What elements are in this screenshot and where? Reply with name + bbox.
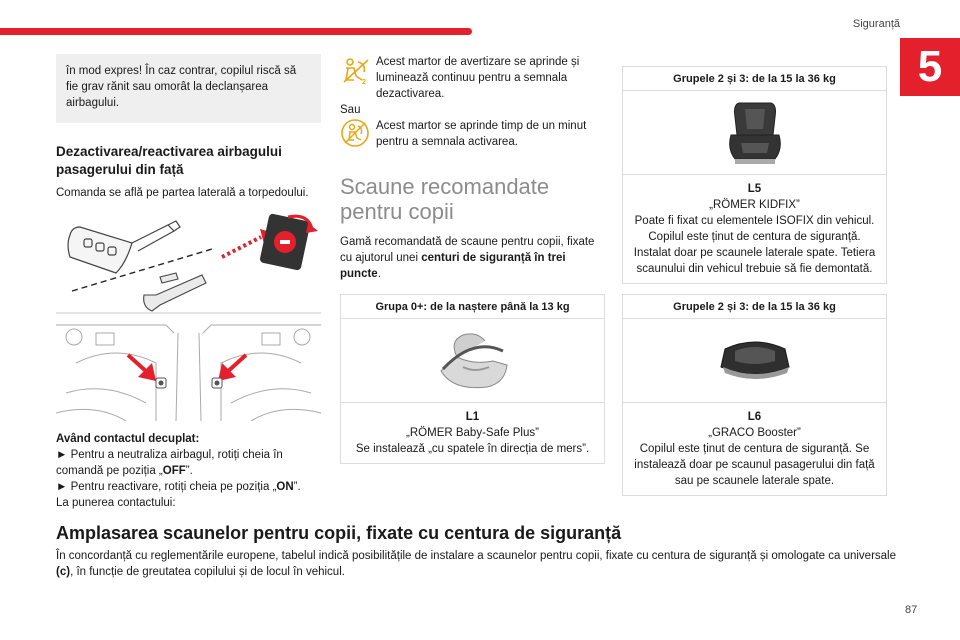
seat-placement-paragraph: În concordanță cu reglementările europene, tabelul indică posibilitățile de instalare a scaunelor pentru copii, fixate cu centura de siguranță și omologate ca universale (c), în funcție de greutatea copilului și de locul în vehicul. bbox=[56, 550, 897, 578]
seat-code: L1 bbox=[465, 411, 480, 423]
or-label: Sau bbox=[340, 104, 361, 116]
airbag-off-indicator bbox=[340, 54, 605, 102]
column-right bbox=[622, 66, 887, 496]
seat-card-header: Grupele 2 și 3: de la 15 la 36 kg bbox=[623, 67, 886, 91]
recommended-seats-intro: Gamă recomandată de scaune pentru copii, fixate cu ajutorul unei centuri de siguranță în trei puncte. bbox=[340, 236, 595, 280]
airbag-on-indicator-text: Acest martor se aprinde timp de un minut pentru a semnala activarea. bbox=[376, 120, 587, 148]
contact-off-label: Având contactul decuplat: bbox=[56, 433, 200, 445]
seat-name: „RÖMER KIDFIX” bbox=[709, 199, 800, 211]
column-left bbox=[56, 54, 321, 511]
seat-description: Se instalează „cu spatele în direcția de mers”. bbox=[355, 443, 590, 455]
seat-name: „GRACO Booster” bbox=[708, 427, 801, 439]
booster-seat-with-back-icon bbox=[725, 99, 785, 169]
seat-image-l5 bbox=[623, 91, 886, 175]
chapter-number-tab: 5 bbox=[900, 38, 960, 96]
seat-description: Copilul este ținut de centura de siguranță. Se instalează doar pe scaunul pasagerului din față sau pe scaunele laterale spate. bbox=[634, 443, 875, 487]
seat-code: L5 bbox=[747, 183, 762, 195]
seat-card-l1 bbox=[340, 294, 605, 464]
column-middle bbox=[340, 54, 605, 464]
section-name: Siguranță bbox=[852, 18, 900, 30]
header-accent-bar bbox=[0, 28, 472, 35]
airbag-key-switch-icon bbox=[56, 213, 321, 421]
seat-card-l5 bbox=[622, 66, 887, 284]
seat-placement-title: Amplasarea scaunelor pentru copii, fixate cu centura de siguranță bbox=[56, 523, 622, 543]
warning-box: în mod expres! În caz contrar, copilul riscă să fie grav rănit sau omorât la declanșarea airbagului. bbox=[56, 54, 321, 123]
seat-name: „RÖMER Baby-Safe Plus” bbox=[406, 427, 539, 439]
seat-image-l6 bbox=[623, 319, 886, 403]
airbag-on-warning-icon bbox=[340, 118, 372, 148]
svg-text:2: 2 bbox=[362, 79, 366, 86]
airbag-on-indicator bbox=[340, 118, 605, 150]
airbag-off-warning-icon bbox=[340, 56, 372, 86]
step-reactivate: ► Pentru reactivare, rotiți cheia pe poziția „ON”. bbox=[56, 481, 301, 493]
recommended-seats-title: Scaune recomandate pentru copii bbox=[340, 174, 550, 224]
seat-code: L6 bbox=[747, 411, 762, 423]
baby-carrier-icon bbox=[433, 327, 513, 393]
airbag-subheading: Dezactivarea/reactivarea airbagului pasagerului din față bbox=[56, 144, 282, 177]
ignition-on-label: La punerea contactului: bbox=[56, 497, 176, 509]
airbag-off-indicator-text: Acest martor de avertizare se aprinde și luminează continuu pentru a semnala dezactivarea. bbox=[376, 56, 580, 100]
airbag-intro: Comanda se află pe partea laterală a torpedoului. bbox=[56, 187, 309, 199]
page-number: 87 bbox=[905, 604, 918, 616]
step-neutralize: ► Pentru a neutraliza airbagul, rotiți cheia în comandă pe poziția „OFF”. bbox=[56, 449, 283, 477]
seat-image-l1 bbox=[341, 319, 604, 403]
booster-cushion-icon bbox=[715, 327, 795, 387]
seat-card-header: Grupele 2 și 3: de la 15 la 36 kg bbox=[623, 295, 886, 319]
seat-description: Poate fi fixat cu elementele ISOFIX din vehicul. Copilul este ținut de centura de siguranță. Instalat doar pe scaunele laterale spate. Tetiera scaunului din vehicul trebuie să fie demontată. bbox=[633, 215, 876, 275]
seat-card-header: Grupa 0+: de la naștere până la 13 kg bbox=[341, 295, 604, 319]
airbag-key-switch-illustration bbox=[56, 213, 321, 421]
seat-card-l6 bbox=[622, 294, 887, 496]
